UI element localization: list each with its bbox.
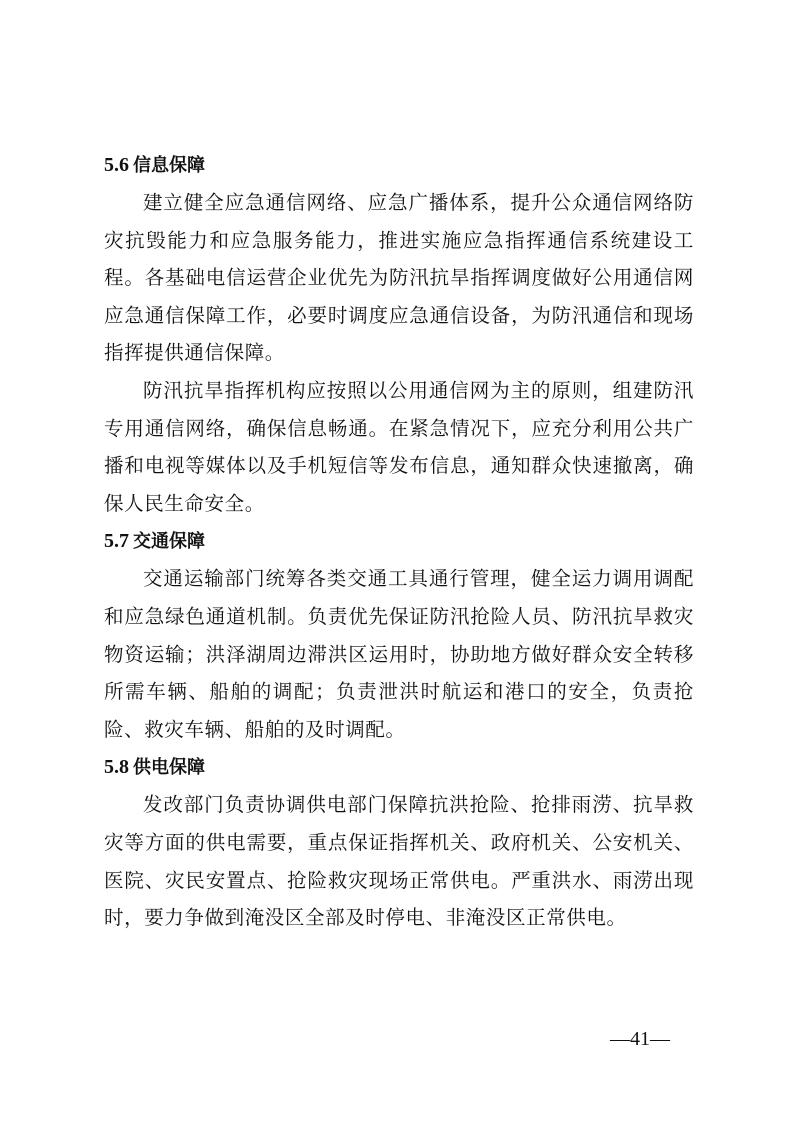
section-heading-5-6 [104, 146, 694, 184]
section-title: 交通保障 [133, 531, 205, 553]
section-heading-5-8 [104, 748, 694, 786]
section-number: 5.8 [104, 756, 129, 779]
section-number: 5.7 [104, 530, 129, 553]
document-page [104, 146, 694, 937]
paragraph: 防汛抗旱指挥机构应按照以公用通信网为主的原则，组建防汛专用通信网络，确保信息畅通。在紧急情况下，应充分利用公共广播和电视等媒体以及手机短信等发布信息，通知群众快速撤离，确保人民生命安全。 [104, 378, 694, 515]
section-title: 供电保障 [133, 757, 205, 779]
paragraph: 建立健全应急通信网络、应急广播体系，提升公众通信网络防灾抗毁能力和应急服务能力，推进实施应急指挥通信系统建设工程。各基础电信运营企业优先为防汛抗旱指挥调度做好公用通信网应急通信保障工作，必要时调度应急通信设备，为防汛通信和现场指挥提供通信保障。 [104, 191, 694, 365]
section-heading-5-7 [104, 522, 694, 560]
paragraph: 发改部门负责协调供电部门保障抗洪抢险、抢排雨涝、抗旱救灾等方面的供电需要，重点保证指挥机关、政府机关、公安机关、医院、灾民安置点、抢险救灾现场正常供电。严重洪水、雨涝出现时，要力争做到淹没区全部及时停电、非淹没区正常供电。 [104, 793, 694, 930]
page-number: —41— [610, 1028, 670, 1050]
paragraph: 交通运输部门统筹各类交通工具通行管理，健全运力调用调配和应急绿色通道机制。负责优先保证防汛抢险人员、防汛抗旱救灾物资运输；洪泽湖周边滞洪区运用时，协助地方做好群众安全转移所需车辆、船舶的调配；负责泄洪时航运和港口的安全，负责抢险、救灾车辆、船舶的及时调配。 [104, 567, 694, 741]
section-title: 信息保障 [133, 155, 205, 176]
section-number: 5.6 [104, 154, 129, 176]
